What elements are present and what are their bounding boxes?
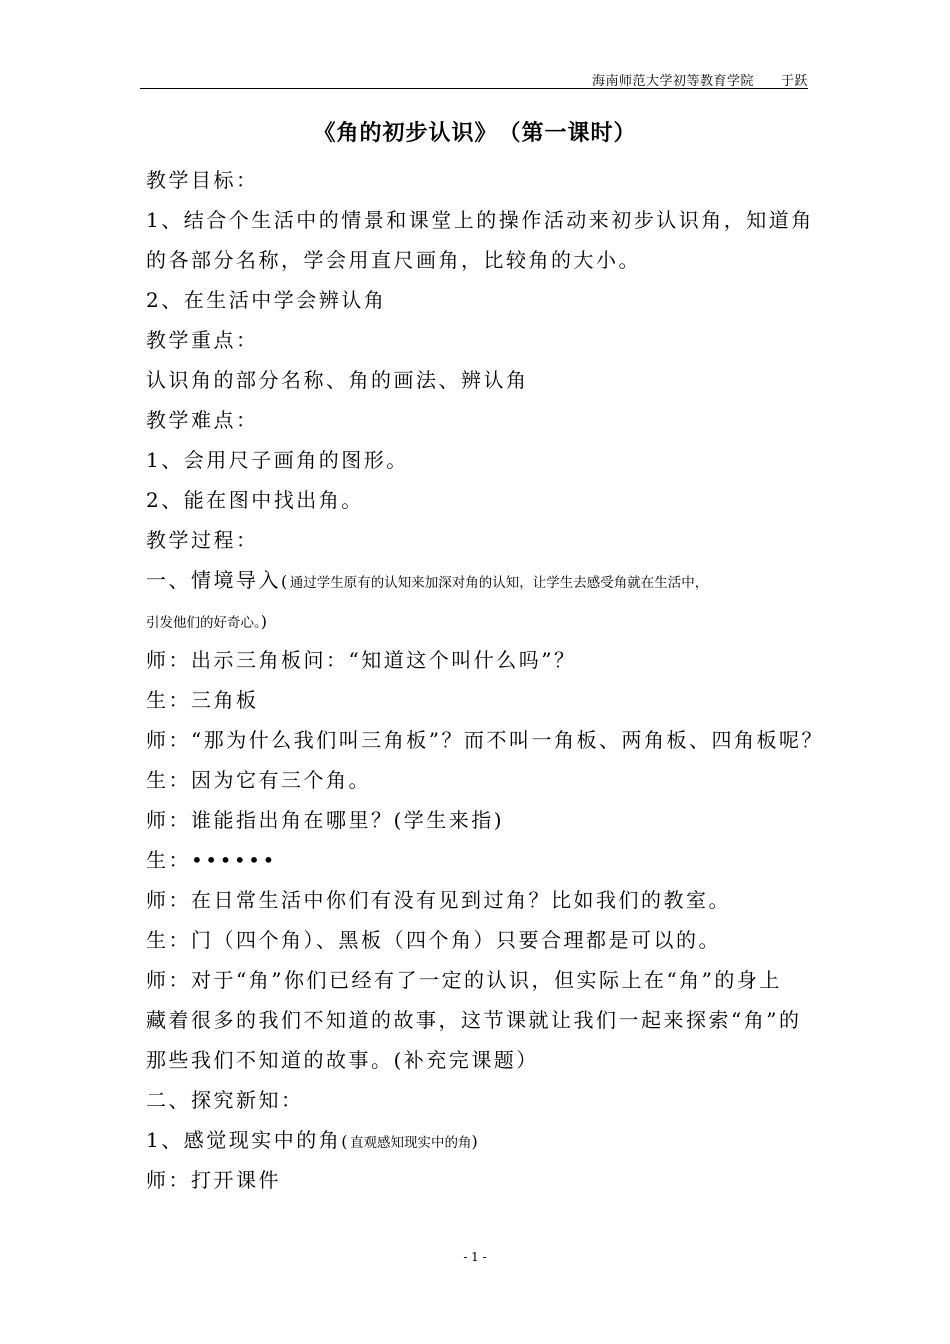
text-line: 2、在生活中学会辨认角 — [146, 288, 387, 312]
dialog-line: 师：对于“角”你们已经有了一定的认识，但实际上在“角”的身上 — [146, 968, 782, 992]
section-note: 直观感知现实中的角 — [349, 1135, 472, 1151]
section-title: 一、情境导入 — [146, 568, 281, 592]
paren-close: ) — [471, 1132, 481, 1151]
section-heading-intro — [146, 560, 808, 600]
dialog-line: 师：谁能指出角在哪里？(学生来指) — [146, 808, 505, 832]
paren-open: ( — [341, 1132, 350, 1151]
text-line: 教学重点： — [146, 328, 259, 352]
dialog-line: 生：因为它有三个角。 — [146, 768, 371, 792]
paren-close: ) — [260, 612, 270, 631]
header-divider — [140, 88, 808, 89]
section-note-continued — [146, 600, 808, 640]
text-line: 1、结合个生活中的情景和课堂上的操作活动来初步认识角，知道角 — [146, 208, 814, 232]
dialog-line: 生：三角板 — [146, 688, 259, 712]
paren-open: ( — [281, 572, 290, 591]
dialog-line: 藏着很多的我们不知道的故事，这节课就让我们一起来探索“角”的 — [146, 1008, 802, 1032]
document-title: 《角的初步认识》 （第一课时） — [313, 120, 637, 146]
text-line: 的各部分名称，学会用直尺画角，比较角的大小。 — [146, 248, 641, 272]
section-note: 通过学生原有的认知来加深对角的认知，让学生去感受角就在生活中， — [289, 575, 709, 591]
dialog-line: 生：•••••• — [146, 848, 277, 872]
dialog-line: 那些我们不知道的故事。(补充完课题） — [146, 1048, 539, 1072]
text-line: 教学过程： — [146, 528, 259, 552]
section-heading-perceive — [146, 1120, 808, 1160]
text-line: 教学目标： — [146, 168, 259, 192]
dialog-line: 生：门（四个角）、黑板（四个角）只要合理都是可以的。 — [146, 928, 721, 952]
section-note: 引发他们的好奇心。 — [146, 615, 261, 631]
dialog-line: 师：打开课件 — [146, 1168, 281, 1192]
document-body — [146, 160, 824, 1200]
dialog-line: 师：“那为什么我们叫三角板”？而不叫一角板、两角板、四角板呢？ — [146, 728, 824, 752]
text-line: 认识角的部分名称、角的画法、辨认角 — [146, 368, 529, 392]
dialog-line: 师：出示三角板问：“知道这个叫什么吗”？ — [146, 648, 577, 672]
dialog-line: 二、探究新知： — [146, 1088, 304, 1112]
section-title: 1、感觉现实中的角 — [146, 1128, 342, 1152]
page-number: - 1 - — [463, 1250, 487, 1264]
text-line: 教学难点： — [146, 408, 259, 432]
dialog-line: 师：在日常生活中你们有没有见到过角？比如我们的教室。 — [146, 888, 731, 912]
text-line: 2、能在图中找出角。 — [146, 488, 364, 512]
text-line: 1、会用尺子画角的图形。 — [146, 448, 409, 472]
page-header: 海南师范大学初等教育学院 于跃 — [591, 74, 808, 89]
